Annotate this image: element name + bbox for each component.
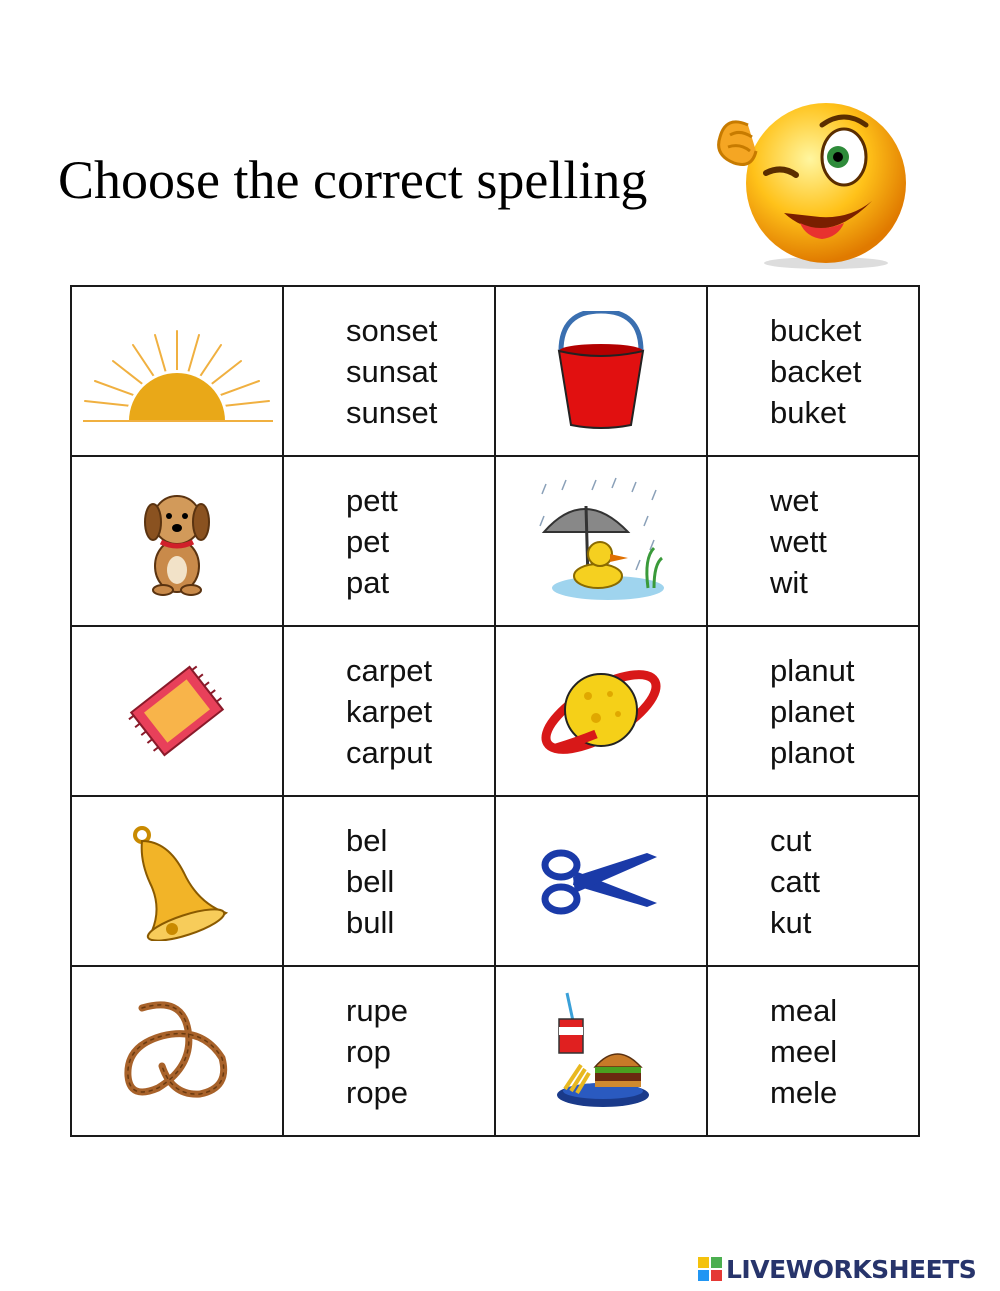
brand-text: LIVEWORKSHEETS xyxy=(726,1254,977,1284)
scissors-icon xyxy=(541,841,661,921)
spelling-option[interactable]: sonset xyxy=(346,312,438,348)
planet-icon xyxy=(536,656,666,766)
spelling-option[interactable]: pett xyxy=(346,482,398,518)
options-cell-bell xyxy=(282,795,496,967)
image-cell-rope xyxy=(70,965,284,1137)
options-cell-carpet xyxy=(282,625,496,797)
carpet-icon xyxy=(122,656,232,766)
options-cell-bucket xyxy=(706,285,920,457)
image-cell-planet xyxy=(494,625,708,797)
image-cell-scissors xyxy=(494,795,708,967)
options-cell-sun xyxy=(282,285,496,457)
spelling-option[interactable]: bel xyxy=(346,822,388,858)
spelling-option[interactable]: planet xyxy=(770,693,855,729)
spelling-option[interactable]: karpet xyxy=(346,693,433,729)
bell-icon xyxy=(122,821,232,941)
spelling-grid xyxy=(70,285,918,1135)
page-title: Choose the correct spelling xyxy=(58,150,648,210)
options-cell-puppy xyxy=(282,455,496,627)
spelling-option[interactable]: meal xyxy=(770,992,838,1028)
bucket-icon xyxy=(551,311,651,431)
rain-duck-icon xyxy=(536,476,666,606)
sun-icon xyxy=(77,311,277,431)
winking-emoji-icon xyxy=(708,95,913,270)
spelling-option[interactable]: bell xyxy=(346,863,395,899)
spelling-option[interactable]: pet xyxy=(346,523,390,559)
spelling-option[interactable]: bull xyxy=(346,904,395,940)
liveworksheets-logo xyxy=(698,1254,976,1284)
spelling-option[interactable]: kut xyxy=(770,904,812,940)
options-cell-planet xyxy=(706,625,920,797)
image-cell-carpet xyxy=(70,625,284,797)
spelling-option[interactable]: rupe xyxy=(346,992,409,1028)
spelling-option[interactable]: wett xyxy=(770,523,827,559)
spelling-option[interactable]: sunset xyxy=(346,394,438,430)
options-cell-scissors xyxy=(706,795,920,967)
spelling-option[interactable]: wet xyxy=(770,482,819,518)
spelling-option[interactable]: buket xyxy=(770,394,846,430)
spelling-option[interactable]: sunsat xyxy=(346,353,438,389)
liveworksheets-mark-icon xyxy=(698,1257,722,1281)
spelling-option[interactable]: wit xyxy=(770,564,808,600)
image-cell-sun xyxy=(70,285,284,457)
rope-icon xyxy=(122,996,232,1106)
image-cell-puppy xyxy=(70,455,284,627)
options-cell-rain xyxy=(706,455,920,627)
image-cell-rain xyxy=(494,455,708,627)
spelling-option[interactable]: backet xyxy=(770,353,862,389)
spelling-option[interactable]: meel xyxy=(770,1033,838,1069)
spelling-option[interactable]: planut xyxy=(770,652,855,688)
spelling-option[interactable]: bucket xyxy=(770,312,862,348)
spelling-option[interactable]: rop xyxy=(346,1033,391,1069)
spelling-option[interactable]: carput xyxy=(346,734,433,770)
spelling-option[interactable]: planot xyxy=(770,734,855,770)
meal-icon xyxy=(551,991,651,1111)
spelling-option[interactable]: carpet xyxy=(346,652,433,688)
spelling-option[interactable]: cut xyxy=(770,822,812,858)
image-cell-bell xyxy=(70,795,284,967)
spelling-option[interactable]: mele xyxy=(770,1074,838,1110)
spelling-option[interactable]: rope xyxy=(346,1074,409,1110)
options-cell-meal xyxy=(706,965,920,1137)
options-cell-rope xyxy=(282,965,496,1137)
spelling-option[interactable]: pat xyxy=(346,564,390,600)
image-cell-bucket xyxy=(494,285,708,457)
image-cell-meal xyxy=(494,965,708,1137)
spelling-option[interactable]: catt xyxy=(770,863,820,899)
puppy-icon xyxy=(137,486,217,596)
